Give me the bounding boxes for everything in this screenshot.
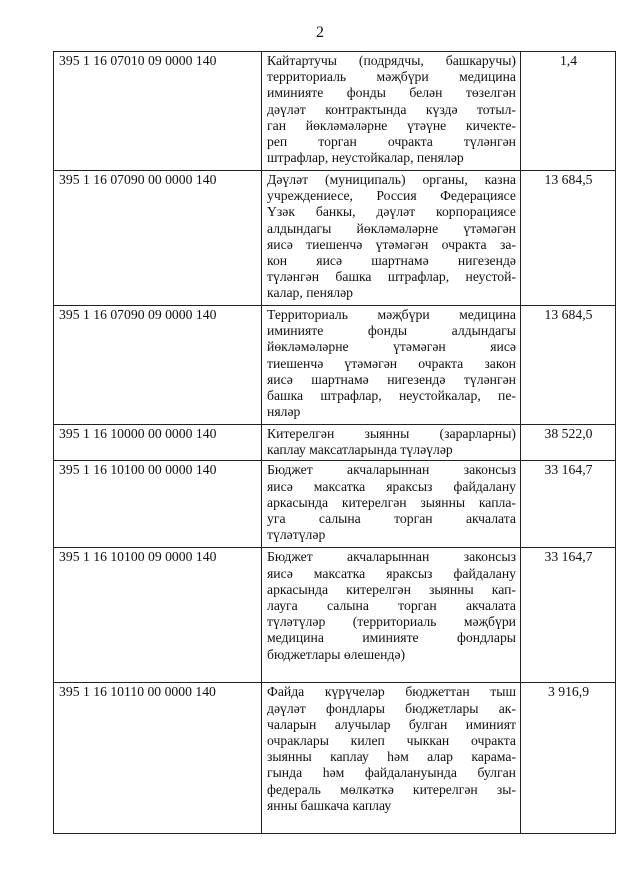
table-row [54,461,616,548]
description-line: иминияте фонды белән төзелгән [267,85,516,101]
table-row [54,425,616,461]
description-line: территориаль мәҗбүри медицина [267,69,516,85]
description-line: Дәүләт (муниципаль) органы, казна [267,172,516,187]
description-line: учреждениесе, Россия Федерациясе [267,188,516,204]
amount-cell: 13 684,5 [521,171,616,306]
description-line: янны башкача каплау [267,797,392,813]
description-line: алдындагы йөкләмәләрне үтәмәгән [267,220,516,236]
description-line: реп торган очракта түләнгән [267,134,516,150]
description-line: тиешенчә үтәмәгән очракта закон [267,355,516,371]
description-line: аркасында китерелгән зыянны кап- [267,581,516,597]
table-row [54,171,616,306]
description-line: дәүләт контрактында күздә тотыл- [267,101,516,117]
description-line: яисә тиешенчә үтәмәгән очракта за- [267,236,516,252]
description-line: чаларын алучылар булган иминият [267,716,516,732]
description-line: лауга салына торган акчалата [267,598,516,614]
budget-classification-table [53,51,616,834]
description-cell [262,548,521,683]
description-line: яисә шартнамә нигезендә түләнгән [267,371,516,387]
description-line: очраклары килеп чыккан очракта [267,733,516,749]
table-row [54,306,616,425]
description-line: гында һәм файдалануында булган [267,765,516,781]
description-line: түләтүләр [267,527,326,543]
description-line: медицина иминияте фондлары [267,630,516,646]
budget-code-cell: 395 1 16 10110 00 0000 140 [54,683,262,834]
description-cell [262,52,521,171]
amount-cell: 38 522,0 [521,425,616,461]
budget-code-cell: 395 1 16 10100 00 0000 140 [54,461,262,548]
amount-cell: 33 164,7 [521,461,616,548]
amount-cell: 3 916,9 [521,683,616,834]
description-line: уга салына торган акчалата [267,511,516,527]
description-cell [262,425,521,461]
budget-code-cell: 395 1 16 07090 09 0000 140 [54,306,262,425]
amount-cell: 33 164,7 [521,548,616,683]
budget-code-cell: 395 1 16 10100 09 0000 140 [54,548,262,683]
description-line: аркасында китерелгән зыянны капла- [267,494,516,510]
description-line: калар, пеняләр [267,285,354,301]
description-line: кон яисә шартнамә нигезендә [267,253,516,269]
table-row [54,52,616,171]
description-line: Кайтартучы (подрядчы, башкаручы) [267,53,516,68]
amount-cell: 13 684,5 [521,306,616,425]
description-line: ган йөкләмәләрне үтәүне кичекте- [267,117,516,133]
description-line: Үзәк банкы, дәүләт корпорациясе [267,204,516,220]
description-line: йөкләмәләрне үтәмәгән яисә [267,339,516,355]
description-cell [262,461,521,548]
description-line: дәүләт фондлары бюджетлары ак- [267,700,516,716]
description-line: каплау максатларында түләүләр [267,442,453,458]
description-line: федераль мөлкәткә китерелгән зы- [267,781,516,797]
description-cell [262,683,521,834]
description-line: бюджетлары өлешендә) [267,646,406,662]
description-line: зыянны каплау һәм алар карама- [267,749,516,765]
description-line: Китерелгән зыянны (зарарларны) [267,426,516,441]
page-number: 2 [316,24,324,41]
description-line: яисә максатка яраксыз файдалану [267,478,516,494]
description-line: Бюджет акчаларыннан законсыз [267,462,516,478]
description-line: штрафлар, неустойкалар, пеняләр [267,150,464,166]
amount-cell: 1,4 [521,52,616,171]
description-line: түләтүләр (территориаль мәҗбүри [267,614,516,630]
table-row [54,683,616,834]
budget-code-cell: 395 1 16 07090 00 0000 140 [54,171,262,306]
description-line: иминияте фонды алдындагы [267,323,516,339]
description-line: яисә максатка яраксыз файдалану [267,565,516,581]
description-line: Бюджет акчаларыннан законсыз [267,549,516,565]
description-line: түләнгән башка штрафлар, неустой- [267,269,516,285]
description-line: няләр [267,404,301,420]
description-line: Файда күрүчеләр бюджеттан тыш [267,684,516,700]
budget-code-cell: 395 1 16 10000 00 0000 140 [54,425,262,461]
description-line: Территориаль мәҗбүри медицина [267,307,516,322]
budget-code-cell: 395 1 16 07010 09 0000 140 [54,52,262,171]
description-cell [262,306,521,425]
description-line: башка штрафлар, неустойкалар, пе- [267,388,516,404]
table-row [54,548,616,683]
description-cell [262,171,521,306]
